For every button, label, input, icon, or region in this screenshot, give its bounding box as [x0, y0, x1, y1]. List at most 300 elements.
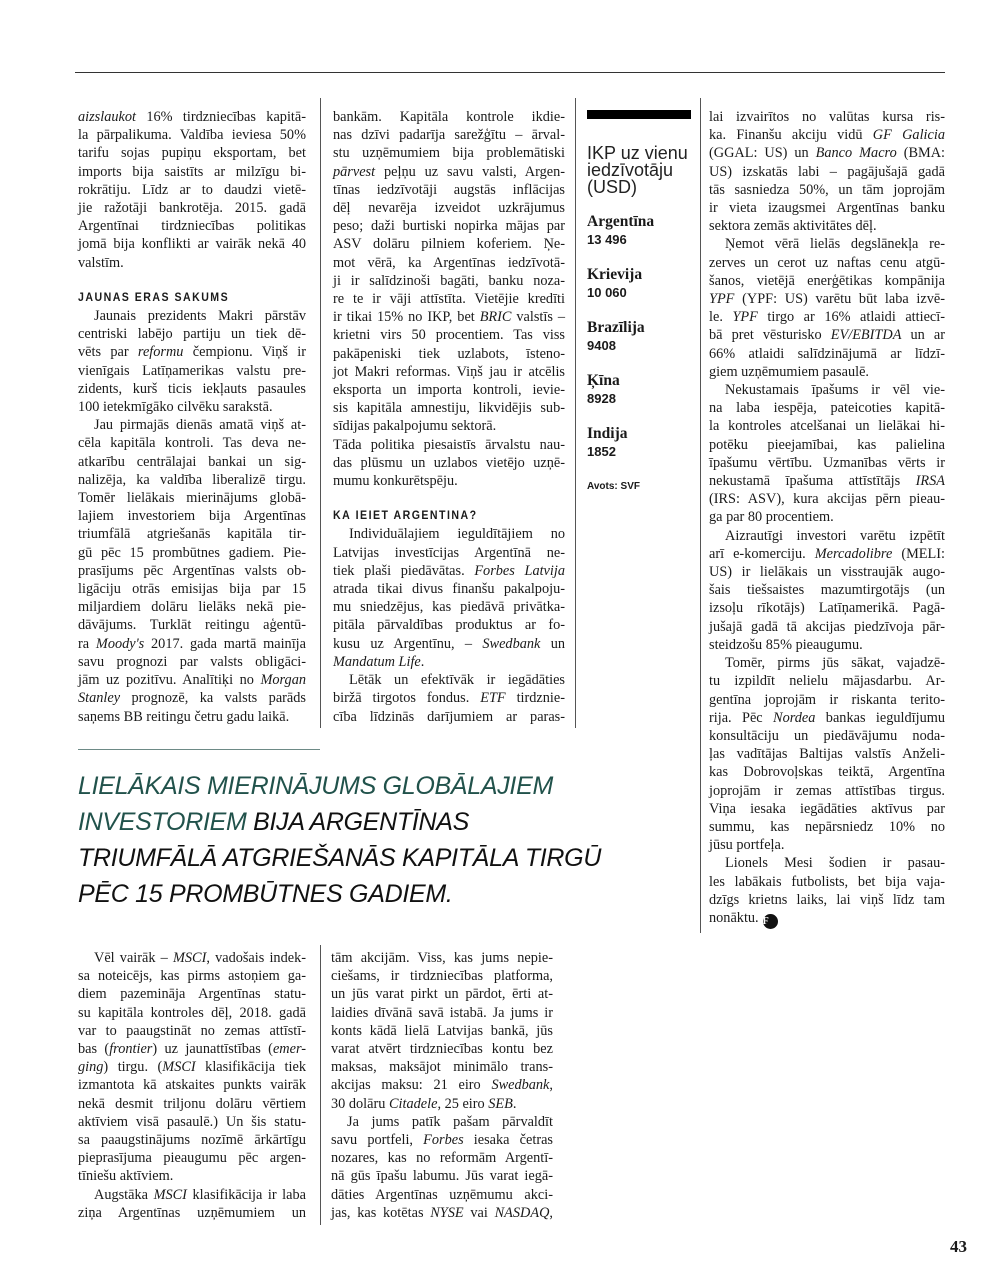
text-line — [78, 598, 306, 616]
text-segment: steidzošu 85% pieaugumu. — [709, 636, 863, 653]
text-line — [333, 108, 565, 126]
italic-text: ETF — [480, 690, 506, 707]
text-segment: ciešams, ir tirdzniecības platforma, — [331, 968, 553, 985]
text-segment: Tāda politika piesaistīs ārvalstu nau- — [333, 436, 565, 453]
italic-text: pārvest — [333, 163, 376, 180]
italic-text: Citadele — [388, 1095, 438, 1112]
text-line — [333, 689, 565, 707]
text-segment: US) ir lielākais un visstraujāk augo- — [709, 564, 945, 581]
text-segment: kusu uz Argentīnu, – — [333, 635, 483, 652]
text-segment: mot vērā, ka Argentīnas iedzīvotā- — [333, 254, 565, 271]
text-segment: sīdijas pakalpojumu sektorā. — [333, 418, 497, 435]
text-line — [331, 1076, 553, 1094]
article-column-bottom-2 — [331, 949, 553, 1222]
column-divider — [575, 98, 576, 728]
text-line — [78, 544, 306, 562]
text-line — [709, 599, 945, 617]
gdp-value: 13 496 — [587, 232, 627, 247]
quote-line — [78, 804, 601, 840]
text-line — [709, 891, 945, 909]
italic-text: MSCI — [172, 950, 207, 966]
italic-text: NYSE — [430, 1204, 464, 1221]
text-segment: eksporta un importa kontroli, ievie- — [333, 382, 565, 399]
section-heading: JAUNAS ĒRAS SĀKUMS — [78, 291, 230, 304]
text-segment: biržā tirgotos fondus. — [333, 690, 481, 707]
text-line — [333, 199, 565, 217]
quote-line — [78, 876, 601, 912]
text-segment: , 25 eiro — [437, 1095, 489, 1112]
text-segment: su kapitāla kontroles dēļ, 2018. gadā — [78, 1004, 306, 1021]
text-segment: PĒC 15 PROMBŪTNES GADIEM. — [78, 880, 453, 908]
text-line — [78, 562, 306, 580]
text-line — [78, 434, 306, 452]
text-segment: BIJA ARGENTĪNAS — [246, 808, 470, 836]
text-line — [78, 126, 306, 144]
country-name: Indija — [587, 425, 628, 442]
text-line — [78, 689, 306, 707]
text-line — [709, 108, 945, 126]
text-line — [78, 1131, 306, 1149]
text-segment: ir tikai 15% no IKP, bet — [333, 309, 480, 326]
text-line — [78, 1095, 306, 1113]
text-segment: klasifikācija tiek — [195, 1059, 306, 1076]
text-line — [709, 563, 945, 581]
text-segment: ga par 80 procentiem. — [709, 509, 834, 526]
text-line — [78, 1040, 306, 1058]
text-line — [331, 1131, 553, 1149]
text-line — [333, 363, 565, 381]
text-line — [78, 471, 306, 489]
text-segment: le. — [709, 309, 733, 326]
gdp-value: 8928 — [587, 391, 616, 406]
text-segment: īpašumu vērtību. Uzmanības vērts ir — [709, 454, 945, 471]
text-line — [709, 363, 945, 381]
text-line — [709, 854, 945, 872]
text-segment: Aizrautīgi investori varētu izpētīt — [725, 527, 945, 544]
text-line — [709, 345, 945, 363]
text-line — [709, 672, 945, 690]
text-line — [78, 525, 306, 543]
italic-text: EV/EBITDA — [830, 327, 902, 344]
article-column-1 — [78, 108, 306, 726]
column-divider — [700, 98, 701, 933]
text-line — [333, 235, 565, 253]
text-line — [78, 653, 306, 671]
text-segment: bankas ieguldījumu — [815, 709, 945, 726]
text-line — [78, 949, 306, 967]
text-segment: dēļ nevarēja izveidot uzkrājumus — [333, 200, 565, 217]
text-line — [333, 126, 565, 144]
text-line — [709, 290, 945, 308]
text-segment: jot Makri reformas. Viņš jau ir atcēlis — [333, 363, 565, 380]
text-segment: nā gūs īpašu labumu. Jūs varat iegā- — [331, 1168, 553, 1185]
paragraph — [709, 527, 945, 654]
text-line — [333, 653, 565, 671]
text-line — [331, 1167, 553, 1185]
text-segment: valstīm. — [78, 254, 124, 271]
text-segment: klasifikācija ir laba — [186, 1186, 306, 1203]
paragraph — [709, 654, 945, 854]
text-line — [709, 163, 945, 181]
paragraph — [333, 525, 565, 671]
text-segment: jomā bija konflikti ar vairāk nekā 40 — [78, 236, 306, 253]
text-line — [709, 691, 945, 709]
text-line — [78, 1058, 306, 1076]
text-segment: stu uzņēmumiem bija problemātiski — [333, 145, 565, 162]
paragraph — [709, 854, 945, 929]
text-line — [333, 635, 565, 653]
text-line — [333, 580, 565, 598]
text-segment: tu izpildīt nelielu mājasdarbu. Ar- — [709, 673, 945, 690]
text-line — [709, 818, 945, 836]
sidebar-bar — [587, 110, 691, 119]
text-line — [78, 580, 306, 598]
text-segment: . — [512, 1095, 517, 1112]
text-segment: . — [420, 653, 425, 670]
text-segment: ra — [78, 635, 96, 652]
text-line — [333, 290, 565, 308]
italic-text: Forbes — [423, 1132, 464, 1149]
text-line — [333, 525, 565, 543]
page-number: 43 — [950, 1237, 967, 1256]
italic-text: Moody's — [95, 635, 145, 652]
text-line — [78, 985, 306, 1003]
text-segment: aktīviem visā pasaulē.) Un šis statu- — [78, 1113, 306, 1130]
italic-text: GF Galicia — [872, 127, 945, 144]
text-line — [709, 436, 945, 454]
text-line — [333, 345, 565, 363]
text-line — [709, 836, 945, 854]
text-segment: cēla kapitāla kontroli. Tas deva ne- — [78, 435, 306, 452]
text-segment: Tomēr lielākais mierinājums globā- — [78, 490, 306, 507]
text-segment: savu portfeli, — [331, 1132, 424, 1149]
sidebar-title: IKP uz vienu iedzīvotāju (USD) — [587, 143, 688, 197]
text-segment: giem uzņēmumiem pasaulē. — [709, 363, 869, 380]
text-line — [333, 254, 565, 272]
text-segment: un jūs varat pirkt un pārdot, ērti at- — [331, 986, 553, 1003]
text-line — [709, 181, 945, 199]
text-line — [709, 508, 945, 526]
text-line — [709, 399, 945, 417]
text-segment: vēts par — [78, 344, 138, 361]
text-segment: Jau pirmajās dienās amatā viņš at- — [94, 417, 306, 434]
sidebar-item — [587, 372, 691, 408]
text-line — [709, 618, 945, 636]
text-segment: (BMA: — [896, 145, 945, 162]
pull-quote-rule — [78, 749, 320, 750]
text-segment: un ar — [901, 327, 946, 344]
text-segment: šais tiešsaistes mazumtirgotājs (un — [709, 582, 945, 599]
text-line — [333, 544, 565, 562]
text-line — [78, 235, 306, 253]
text-segment: tirgo ar 16% atlaidi attiecī- — [757, 309, 946, 326]
highlight-text: INVESTORIEM — [78, 808, 247, 836]
text-segment: ļas vadītājas Baltijas valstīs Anželi- — [709, 746, 945, 763]
text-line — [78, 108, 306, 126]
text-segment: imports bija saistīts ar milzīgu bi- — [78, 163, 306, 180]
text-segment: konts kādā lielā Latvijas bankā, jūs — [331, 1022, 553, 1039]
paragraph — [78, 1186, 306, 1222]
text-segment: jām uz pozitīvu. Analītiķi no — [78, 672, 261, 689]
italic-text: aizslaukot — [78, 109, 136, 125]
text-segment: tām akcijām. Viss, kas jums nepie- — [331, 950, 553, 966]
text-segment: nekā desmit triljonu dolāru vērtiem — [78, 1095, 306, 1112]
text-segment: , — [549, 1077, 553, 1094]
text-segment: Lētāk un efektīvāk ir iegādāties — [349, 672, 565, 689]
text-segment: tīniešu aktīviem. — [78, 1168, 174, 1185]
forbes-end-mark-icon: F — [763, 914, 778, 929]
text-line — [333, 144, 565, 162]
text-line — [709, 800, 945, 818]
text-segment: ASV dolāru pilniem koferiem. Ņe- — [333, 236, 565, 253]
text-segment: sektora zemās aktivitātes dēļ. — [709, 218, 877, 235]
text-line — [331, 1058, 553, 1076]
text-segment: 2017. gada martā mainīja — [144, 635, 306, 652]
text-segment: mumu konkurētspēju. — [333, 473, 458, 490]
text-line — [78, 1113, 306, 1131]
text-line — [78, 362, 306, 380]
text-segment: joprojām ir zemas attīstības tirgus. — [709, 782, 945, 799]
text-segment: jie ražotāji bankrotēja. 2015. gadā — [78, 200, 306, 217]
text-segment: izsoļu rīkotājs) Latīņamerikā. Pagā- — [709, 600, 945, 617]
text-segment: Jaunais prezidents Makri pārstāv — [94, 308, 306, 325]
text-line — [709, 763, 945, 781]
text-segment: Individuālajiem ieguldītājiem no — [349, 526, 565, 543]
text-segment: das plūsmu un uzlabos vietējo uzņē- — [333, 454, 565, 471]
text-segment: prasījums pēc Argentīnas valsts ob- — [78, 562, 306, 579]
text-line — [78, 181, 306, 199]
text-line — [78, 708, 306, 726]
text-segment: tīnas iedzīvotāji augstās inflācijas — [333, 181, 565, 198]
text-segment: 66% atlaidi salīdzinājumā ar līdzī- — [709, 345, 945, 362]
text-segment: pakāpeniski tiek uzlabots, īsteno- — [333, 345, 565, 362]
italic-text: SEB — [488, 1095, 513, 1112]
text-segment: bā pret vēsturisko — [709, 327, 831, 344]
text-line — [333, 708, 565, 726]
sidebar-item — [587, 319, 691, 355]
text-line — [333, 598, 565, 616]
text-segment: ir vieta izaugsmei Argentīnas banku — [709, 200, 945, 217]
text-line — [709, 636, 945, 654]
text-line — [709, 581, 945, 599]
text-line — [709, 272, 945, 290]
italic-text: Mandatum Life — [333, 653, 421, 670]
gdp-value: 1852 — [587, 444, 616, 459]
text-segment: Augstāka — [94, 1186, 154, 1203]
column-divider — [320, 945, 321, 1225]
text-line — [78, 453, 306, 471]
text-line — [709, 326, 945, 344]
gdp-sidebar — [587, 110, 691, 492]
text-segment: bankām. Kapitāla kontrole ikdie- — [333, 109, 565, 125]
text-segment: 30 dolāru — [331, 1095, 389, 1112]
text-line — [709, 545, 945, 563]
country-name: Krievija — [587, 266, 643, 283]
text-segment: atkarību centrālajai bankai un sig- — [78, 453, 306, 470]
sidebar-item — [587, 425, 691, 461]
text-segment: mu sniedzējus, kas piedāvā privātka- — [333, 599, 565, 616]
text-line — [333, 616, 565, 634]
text-line — [78, 1004, 306, 1022]
text-segment: nas dzīvi padarīja sarežģītu – ārval- — [333, 127, 565, 144]
text-line — [333, 436, 565, 454]
paragraph — [709, 108, 945, 235]
text-segment: summu, kas nepārsniedz 10% no — [709, 818, 945, 835]
italic-text: MSCI — [162, 1059, 196, 1076]
paragraph — [333, 436, 565, 491]
text-segment: la kontroles atcelšanai un lielākai hi- — [709, 418, 945, 435]
text-line — [709, 654, 945, 672]
text-line — [331, 1022, 553, 1040]
text-line — [78, 635, 306, 653]
paragraph — [78, 307, 306, 416]
text-segment: rija. Pēc — [709, 709, 774, 726]
italic-text: frontier — [109, 1041, 153, 1058]
text-line — [331, 1204, 553, 1222]
text-line — [331, 1004, 553, 1022]
text-line — [78, 671, 306, 689]
italic-text: Banco Macro — [815, 145, 897, 162]
text-segment: Latvijas investīcijas Argentīnā ne- — [333, 544, 565, 561]
text-segment: , vadošais indek- — [206, 950, 306, 966]
text-segment: atrada tikai divus finanšu pakalpoju- — [333, 581, 565, 598]
text-segment: un — [540, 635, 565, 652]
text-line — [78, 1022, 306, 1040]
italic-text: Stanley — [78, 690, 121, 707]
text-segment: triumfālā atgriešanās kapitāla tir- — [78, 526, 306, 543]
text-segment: maksas, maksājot minimālo trans- — [331, 1059, 553, 1076]
text-line — [709, 709, 945, 727]
text-line — [331, 1095, 553, 1113]
highlight-text: LIELĀKAIS MIERINĀJUMS GLOBĀLAJIEM — [78, 772, 553, 800]
text-segment: Lionels Mesi šodien ir pasau- — [725, 855, 945, 872]
text-line — [78, 199, 306, 217]
paragraph — [78, 108, 306, 272]
text-segment: saņems BB reitingu četru gadu laikā. — [78, 708, 290, 725]
text-line — [709, 873, 945, 891]
text-line — [709, 254, 945, 272]
text-segment: ji ir salīdzinoši bagāti, banku noza- — [333, 272, 565, 289]
text-line — [709, 217, 945, 235]
text-line — [333, 472, 565, 490]
italic-text: YPF — [732, 309, 758, 326]
text-line — [709, 199, 945, 217]
paragraph — [333, 108, 565, 436]
text-segment: kas Dobrovoļskas teiktā, Argentīna — [709, 764, 945, 781]
quote-line — [78, 768, 601, 804]
italic-text: Morgan — [260, 672, 306, 689]
quote-line — [78, 840, 601, 876]
text-line — [78, 254, 306, 272]
country-name: Argentīna — [587, 213, 655, 230]
text-segment: les labākais futbolists, bet bija vaja- — [709, 873, 945, 890]
paragraph — [709, 381, 945, 527]
text-segment: valstīs – — [511, 309, 565, 326]
text-segment: tarifu sojas pupiņu eksportam, bet — [78, 145, 306, 162]
text-segment: (MELI: — [892, 545, 945, 562]
text-line — [78, 144, 306, 162]
text-segment: la pārpalikuma. Valdība ieviesa 50% — [78, 127, 306, 144]
paragraph — [333, 671, 565, 726]
text-segment: na laba iespēja, pateicoties kapitā- — [709, 400, 945, 417]
text-segment: sis kapitāla amnestiju, likvidējis sub- — [333, 400, 565, 417]
text-line — [709, 381, 945, 399]
text-segment: krietni virs 50 procentiem. Tas viss — [333, 327, 565, 344]
text-line — [709, 454, 945, 472]
text-segment: Vēl vairāk – — [94, 950, 173, 966]
text-line — [331, 949, 553, 967]
text-line — [709, 727, 945, 745]
text-segment: konsultāciju un piedāvājumu noda- — [709, 727, 945, 744]
text-line — [331, 1040, 553, 1058]
text-segment: tiek plaši piedāvātas. — [333, 562, 475, 579]
text-line — [331, 1113, 553, 1131]
text-line — [78, 1149, 306, 1167]
text-segment: cība līdzinās darījumiem ar paras- — [333, 708, 565, 725]
text-segment: nekustamā īpašuma attīstītājs — [709, 473, 916, 490]
text-line — [709, 126, 945, 144]
sidebar-item — [587, 213, 691, 249]
text-line — [78, 1186, 306, 1204]
italic-text: Forbes Latvija — [474, 562, 565, 579]
text-segment: tirdznie- — [505, 690, 565, 707]
text-segment: ziņa Argentīnas uzņēmumiem un — [78, 1204, 306, 1221]
text-line — [333, 381, 565, 399]
text-line — [333, 326, 565, 344]
italic-text: IRSA — [915, 473, 945, 490]
paragraph — [331, 949, 553, 1113]
text-segment: lai izvairītos no valūtas kursa ris- — [709, 109, 945, 125]
text-line — [78, 163, 306, 181]
text-segment: Viņa iesaka iegādāties aktīvus par — [709, 800, 945, 817]
text-line — [78, 398, 306, 416]
text-segment: sa paaugstinājums nozīmē ārkārtīgu — [78, 1132, 306, 1149]
section-heading: KĀ IEIET ARGENTĪNĀ? — [333, 510, 478, 523]
text-segment: ka. Finanšu akciju vidū — [709, 127, 873, 144]
text-segment: ligāciju otrās emisijas bija par 15 — [78, 581, 306, 598]
text-segment: pieprasījuma pieaugumu pēc argen- — [78, 1150, 306, 1167]
text-segment: diem pazemināja Argentīnas statu- — [78, 986, 306, 1003]
text-segment: centriski labējo partiju un tiek dē- — [78, 326, 306, 343]
text-segment: Argentīnai tirdzniecības politikas — [78, 218, 306, 235]
text-segment: (YPF: US) varētu būt laba izvē- — [734, 291, 945, 308]
text-line — [331, 1149, 553, 1167]
italic-text: reformu — [137, 344, 184, 361]
text-segment: sa noteicējs, kas pirms astoņiem ga- — [78, 968, 306, 985]
top-rule — [75, 72, 945, 73]
text-segment: (IRS: ASV), kura akcijas pērn pieau- — [709, 491, 945, 508]
italic-text: NASDAQ — [494, 1204, 550, 1221]
text-segment: Tomēr, pirms jūs sākat, vajadzē- — [725, 655, 945, 672]
text-line — [78, 217, 306, 235]
text-segment: izmantota kā atskaites punkts vairāk — [78, 1077, 306, 1094]
text-line — [709, 144, 945, 162]
text-segment: iesaka četras — [463, 1132, 553, 1149]
text-segment: šanos, vietējā enerģētikas kompānija — [709, 272, 945, 289]
text-segment: prognozē, ka valsts parāds — [120, 690, 306, 707]
text-segment: vienīgais Latīņamerikas valstu pre- — [78, 362, 306, 379]
paragraph — [709, 235, 945, 381]
italic-text: emer- — [272, 1041, 306, 1058]
text-line — [333, 417, 565, 435]
text-line — [709, 527, 945, 545]
text-segment: peļņu uz savu valsti, Argen- — [375, 163, 565, 180]
text-line — [78, 1167, 306, 1185]
text-segment: tās sasniedza 50%, un tām joprojām — [709, 181, 945, 198]
text-segment: US) izskatās labi – pagājušajā gadā — [709, 163, 945, 180]
italic-text: YPF — [709, 291, 735, 308]
text-segment: gentīna joprojām ir riskanta terito- — [709, 691, 945, 708]
